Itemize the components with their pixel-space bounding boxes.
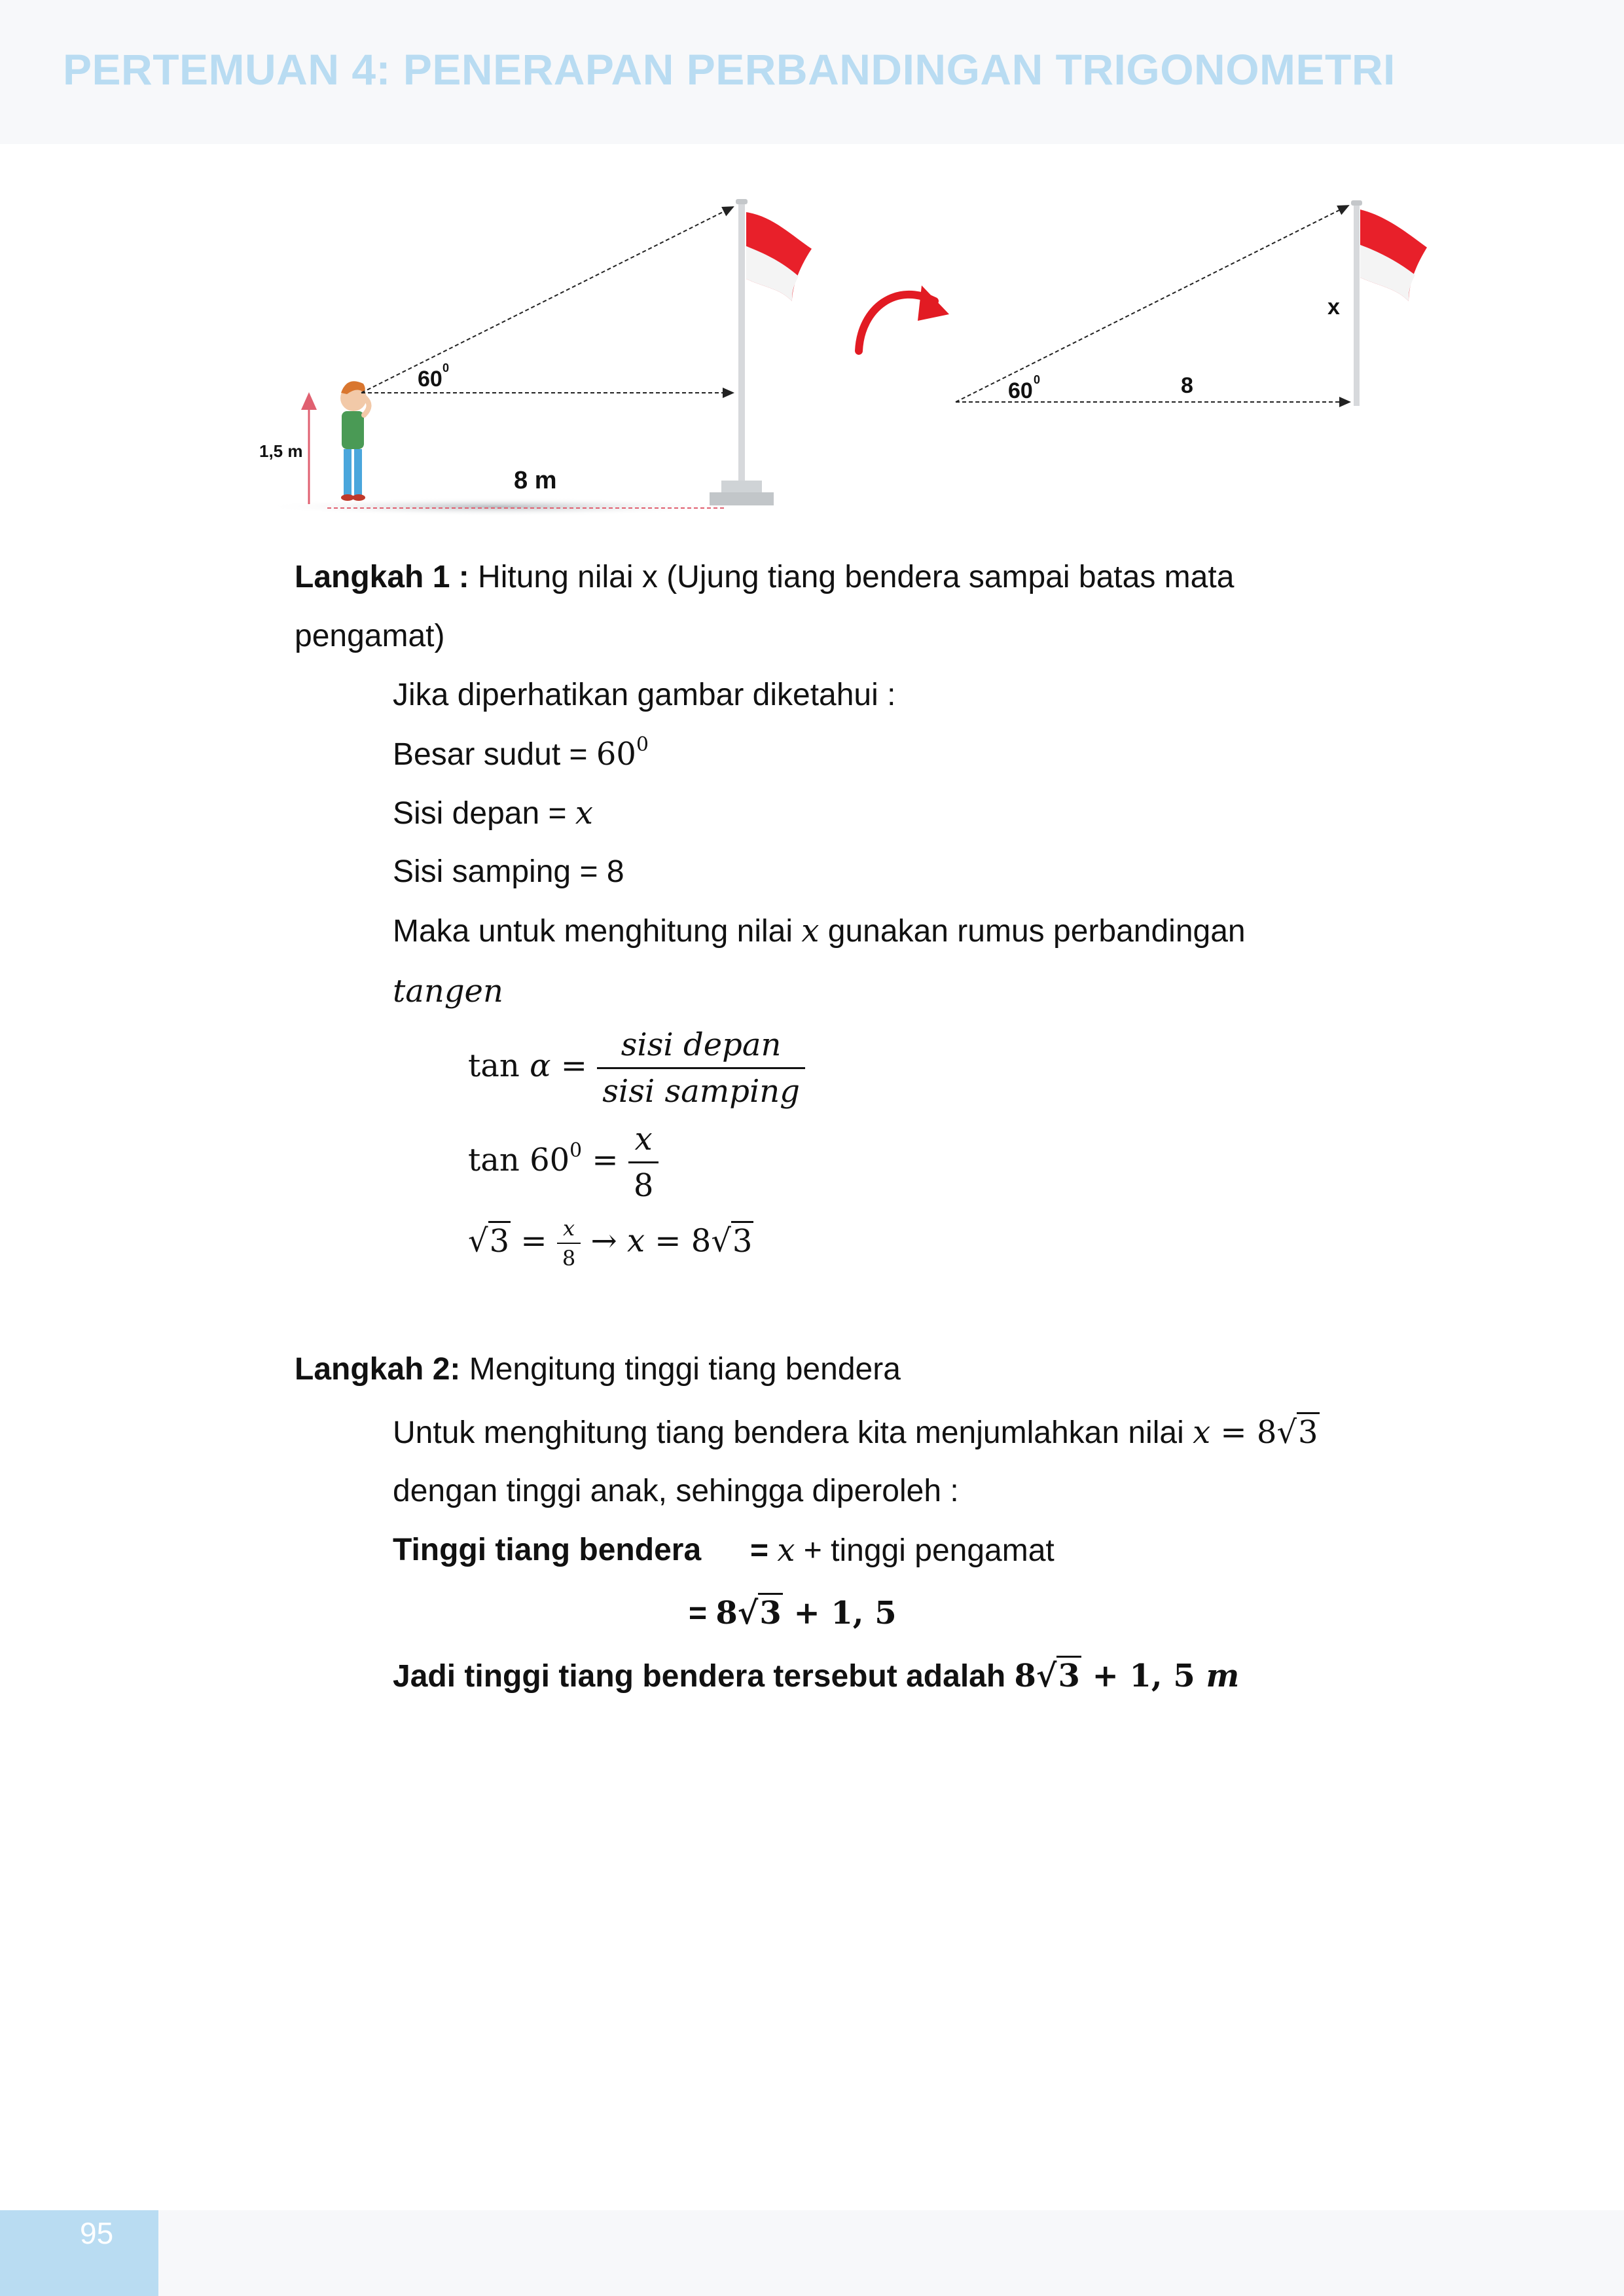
ground-shadow [262,498,733,516]
result2-b: + 1, 5 [782,1595,897,1631]
conclusion-b: + 1, 5 [1081,1658,1206,1694]
left-angle-label: 60 [418,367,442,392]
line-of-sight [361,207,733,393]
opposite-label: Sisi depan = [393,796,575,831]
chapter-title: PERTEMUAN 4: PENERAPAN PERBANDINGAN TRIGONOMETRI [63,45,1396,94]
transition-arrow-icon [859,285,949,351]
right-flagpole-icon [1351,200,1427,406]
adjacent-line: Sisi samping = 8 [393,854,624,889]
step1-text-cont: pengamat) [295,619,445,653]
eq1-var: α [530,1048,551,1085]
triangle-hypotenuse [956,206,1348,402]
observer-child-icon [340,381,369,501]
step2-line1-var: x [1193,1414,1211,1451]
result2-sqrt: √3 [738,1593,783,1631]
eq3-eq2: = 8 [645,1222,712,1260]
eq3-eq: = [511,1222,557,1260]
page-number: 95 [80,2216,114,2250]
eq3-arrow: → [581,1222,627,1260]
eq2-eq: = [582,1142,628,1179]
step2-line2: dengan tinggi anak, sehingga diperoleh : [393,1474,959,1508]
left-flagpole-icon [710,199,812,505]
formula-intro-a: Maka untuk menghitung nilai [393,914,802,949]
eq3-denominator: 8 [557,1243,581,1270]
eq1-denominator: sisi samping [597,1067,805,1111]
conclusion-radicand: 3 [1056,1656,1081,1694]
equation-tan-60 [468,1120,659,1205]
flagpole-diagram [249,190,1453,530]
conclusion-num: 8 [1014,1658,1036,1694]
eq1-eq: = [550,1048,598,1085]
step1-line [295,558,1234,597]
ground-distance-label: 8 m [514,467,557,494]
eq3-numerator: x [563,1216,575,1241]
step2-line1-radicand: 3 [1297,1412,1320,1451]
triangle-base-label: 8 [1181,373,1193,398]
angle-line [393,735,649,774]
conclusion-sqrt: √3 [1036,1656,1081,1694]
result-label-text: Tinggi tiang bendera [393,1533,702,1567]
right-angle-label: 60 [1008,378,1033,403]
result2-a: 8 [715,1595,738,1631]
formula-name: tangen [393,973,503,1010]
result2-eq: = [689,1596,716,1631]
equation-tan-alpha [468,1025,805,1111]
eq2-lhs: tan 60 [468,1142,570,1179]
step2-line1-eq: = 8 [1210,1414,1277,1451]
conclusion-unit: m [1206,1658,1240,1694]
step1-text: Hitung nilai x (Ujung tiang bendera sampai batas mata [469,560,1235,594]
eq2-fraction [628,1120,659,1205]
formula-intro-var: x [801,913,820,949]
eq3-fraction [557,1216,581,1270]
right-angle-degree: 0 [1034,373,1041,386]
footer-band [0,2210,1624,2296]
result-eq: = [750,1533,778,1568]
known-intro: Jika diperhatikan gambar diketahui : [393,678,896,712]
step2-heading: Langkah 2: [295,1352,461,1387]
page-number-box [0,2210,158,2296]
eq3-radicand: 3 [488,1221,511,1260]
step2-line1-text: Untuk menghitung tiang bendera kita menjumlahkan nilai [393,1415,1193,1450]
eq3-sqrt: √3 [468,1221,511,1260]
eq2-degree: 0 [569,1139,583,1162]
left-angle-degree: 0 [442,361,450,374]
step2-line [295,1350,901,1389]
angle-degree: 0 [636,733,649,756]
eq2-numerator: x [634,1121,653,1157]
opposite-line [393,793,593,833]
triangle-side-label: x [1327,295,1340,319]
observer-height-label: 1,5 m [259,441,303,461]
conclusion-text: Jadi tinggi tiang bendera tersebut adalah [393,1659,1015,1694]
result-var: x [777,1532,795,1569]
eq3-var: x [626,1222,645,1260]
step2-text: Mengitung tinggi tiang bendera [460,1352,901,1387]
result-label [393,1531,701,1570]
formula-intro [393,911,1246,951]
result2-radicand: 3 [758,1593,782,1631]
flagpole-illustration [249,190,1453,530]
angle-label: Besar sudut = [393,737,596,772]
eq3-radicand2: 3 [731,1221,754,1260]
conclusion [393,1656,1239,1696]
formula-intro-b: gunakan rumus perbandingan [819,914,1246,949]
eq1-fn: tan [468,1048,530,1085]
equation-solve-x [468,1216,753,1270]
opposite-value: x [575,795,593,831]
result-rest: + tinggi pengamat [795,1533,1055,1568]
step2-line1 [393,1413,1320,1453]
result-line1 [750,1531,1055,1571]
result-line2 [689,1594,897,1633]
eq1-numerator: sisi depan [621,1027,782,1063]
eq2-denominator: 8 [628,1161,659,1205]
step2-line1-sqrt: √3 [1276,1412,1319,1451]
eq3-sqrt2: √3 [711,1221,753,1260]
eq1-fraction [597,1025,805,1111]
step1-heading: Langkah 1 : [295,560,469,594]
angle-value: 60 [596,736,636,773]
